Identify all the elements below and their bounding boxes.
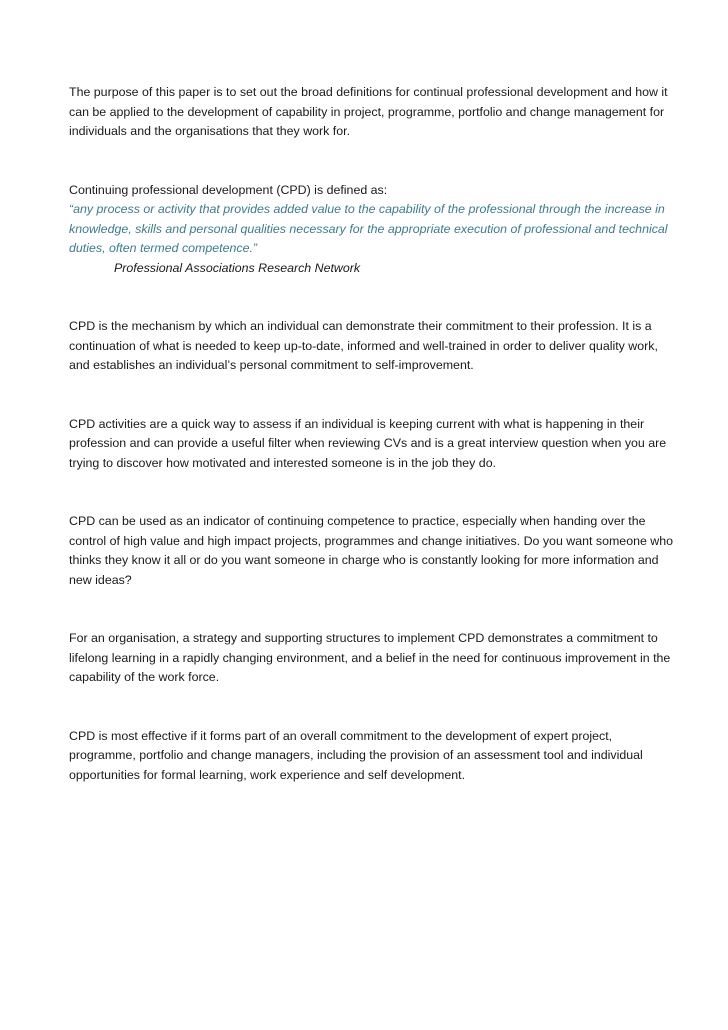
definition-quote: “any process or activity that provides added value to the capability of the professional through the increase in knowledge, skills and personal qualities necessary for the appropriate execution of professional and technical duties, often termed competence.” xyxy=(69,202,668,255)
purpose-paragraph: The purpose of this paper is to set out the broad definitions for continual professional development and how it can be applied to the development of capability in project, programme, portfolio and change management for individuals and the organisations that they work for. xyxy=(69,85,668,138)
document-body xyxy=(69,83,681,785)
indicator-paragraph: CPD can be used as an indicator of continuing competence to practice, especially when handing over the control of high value and high impact projects, programmes and change initiatives. Do you want someone who thinks they know it all or do you want someone in charge who is constantly looking for more information and new ideas? xyxy=(69,514,674,587)
organisation-paragraph: For an organisation, a strategy and supporting structures to implement CPD demonstrates a commitment to lifelong learning in a rapidly changing environment, and a belief in the need for continuous improvement in the capability of the work force. xyxy=(69,631,671,684)
mechanism-paragraph: CPD is the mechanism by which an individual can demonstrate their commitment to their profession. It is a continuation of what is needed to keep up-to-date, informed and well-trained in order to deliver quality work, and establishes an individual’s personal commitment to self-improvement. xyxy=(69,319,658,372)
activities-paragraph: CPD activities are a quick way to assess if an individual is keeping current with what is happening in their profession and can provide a useful filter when reviewing CVs and is a great interview question when you are trying to discover how motivated and interested someone is in the job they do. xyxy=(69,416,667,470)
definition-source: Professional Associations Research Network xyxy=(114,260,361,275)
effectiveness-paragraph: CPD is most effective if it forms part of an overall commitment to the development of expert project, programme, portfolio and change managers, including the provision of an assessment tool and individual opportunities for formal learning, work experience and self development. xyxy=(69,728,643,782)
definition-intro: Continuing professional development (CPD) is defined as: xyxy=(69,182,388,197)
definition-block xyxy=(69,181,681,279)
